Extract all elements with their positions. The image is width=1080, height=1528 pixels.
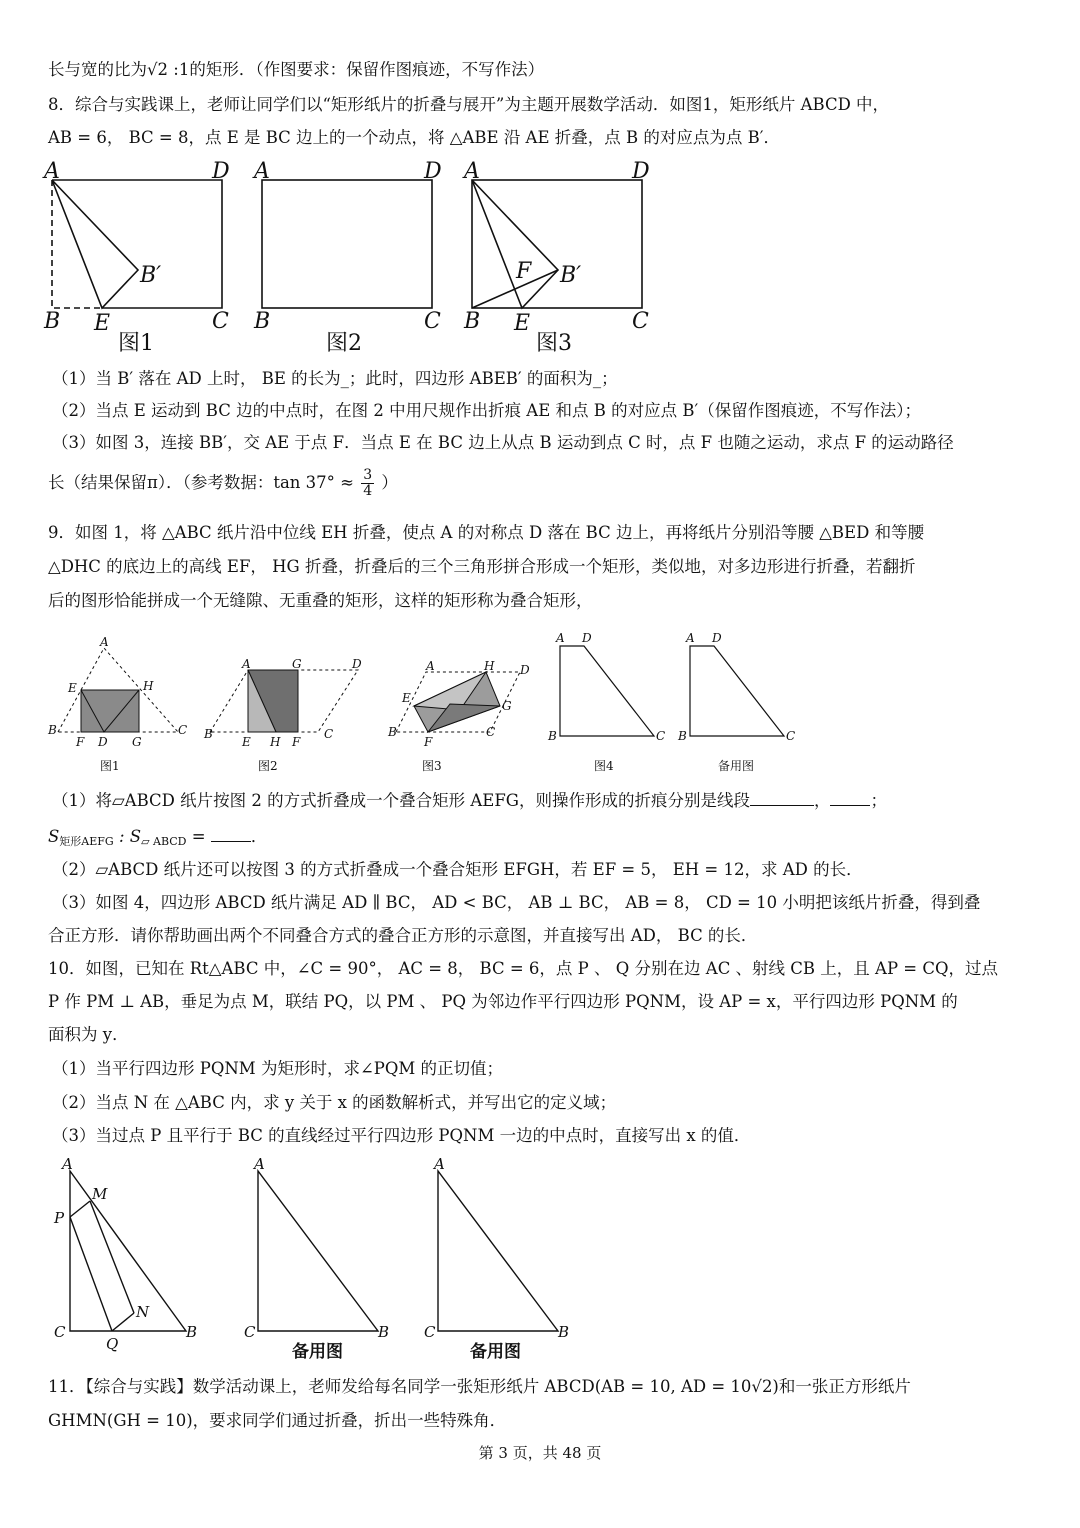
q8-intro: 8．综合与实践课上，老师让同学们以“矩形纸片的折叠与展开”为主题开展数学活动．如图1，矩形纸片 ABCD 中，: [48, 95, 890, 114]
svg-text:A: A: [100, 635, 109, 649]
fig8-2-label-d: D: [424, 159, 442, 184]
q9-ratio-line: [48, 824, 1040, 855]
fig8-3-label-c: C: [632, 309, 649, 334]
svg-text:G: G: [292, 657, 302, 671]
q9-part1-sep: ，: [813, 791, 831, 810]
fig10-label-m: M: [92, 1185, 108, 1203]
fig10-label-n: N: [136, 1303, 150, 1321]
q10-intro: 10．如图，已知在 Rt△ABC 中，∠C = 90°， AC = 8， BC = 6，点 P 、 Q 分别在边 AC 、射线 CB 上，且 AP = CQ，过点: [48, 959, 999, 978]
fig10-label-a: A: [62, 1155, 73, 1173]
svg-text:A: A: [434, 1155, 445, 1173]
ratio-s1: S: [48, 827, 60, 846]
svg-text:D: D: [98, 735, 108, 749]
q8-part3-a: （3）如图 3，连接 BB′，交 AE 于点 F．当点 E 在 BC 边上从点 B 运动到点 C 时，点 F 也随之运动，求点 F 的运动路径: [52, 433, 954, 452]
ratio-s2: : S: [113, 827, 142, 846]
svg-text:B: B: [388, 725, 397, 739]
fig10-label-p: P: [54, 1209, 65, 1227]
svg-text:B: B: [678, 729, 687, 743]
q10-line3: 面积为 y．: [48, 1025, 129, 1044]
ratio-eq: =: [186, 827, 211, 846]
q11-line2: GHMN(GH = 10)，要求同学们通过折叠，折出一些特殊角．: [48, 1411, 507, 1430]
fig8-1-label-bprime: B′: [140, 263, 162, 288]
fraction-numerator: 3: [363, 467, 373, 483]
fig9-caption-1: 图1: [100, 759, 120, 773]
svg-text:A: A: [242, 657, 251, 671]
q10-part2: （2）当点 N 在 △ABC 内，求 y 关于 x 的函数解析式，并写出它的定义域；: [52, 1093, 617, 1112]
ratio-sub2: ▱ ABCD: [141, 835, 187, 848]
svg-text:B: B: [204, 727, 213, 741]
fraction-denominator: 4: [363, 483, 373, 499]
svg-text:E: E: [68, 681, 77, 695]
svg-text:G: G: [132, 735, 142, 749]
fig8-1-label-c: C: [212, 309, 229, 334]
svg-text:E: E: [242, 735, 251, 749]
svg-text:D: D: [352, 657, 362, 671]
fig8-1-label-d: D: [212, 159, 230, 184]
svg-text:F: F: [424, 735, 433, 749]
fig9-caption-2: 图2: [258, 759, 278, 773]
svg-text:B: B: [378, 1323, 390, 1341]
fig8-caption-2: 图2: [326, 331, 362, 356]
svg-text:D: D: [582, 631, 592, 645]
fig10-caption-spare-2: 备用图: [470, 1342, 521, 1362]
q8-part3-b: [48, 468, 1040, 499]
fig8-2-label-c: C: [424, 309, 441, 334]
svg-text:G: G: [502, 699, 512, 713]
fig10-label-q: Q: [106, 1335, 119, 1353]
fig8-caption-3: 图3: [536, 331, 572, 356]
fig8-3-label-a: A: [464, 159, 480, 184]
fig10-label-c: C: [54, 1323, 66, 1341]
ratio-sub1: 矩形AEFG: [59, 835, 114, 848]
q8-part3-b-end: ）: [381, 473, 398, 492]
svg-text:C: C: [486, 725, 496, 739]
fig8-3-label-e: E: [514, 311, 531, 336]
svg-text:B: B: [548, 729, 557, 743]
fig8-3-label-bprime: B′: [560, 263, 582, 288]
q10-line2: P 作 PM ⊥ AB，垂足为点 M，联结 PQ，以 PM 、 PQ 为邻边作平行四边形 PQNM，设 AP = x，平行四边形 PQNM 的: [48, 992, 958, 1011]
q9-line3: 后的图形恰能拼成一个无缝隙、无重叠的矩形，这样的矩形称为叠合矩形，: [48, 591, 593, 610]
svg-text:H: H: [484, 659, 495, 673]
svg-text:H: H: [270, 735, 281, 749]
svg-text:A: A: [254, 1155, 265, 1173]
q10-part1: （1）当平行四边形 PQNM 为矩形时，求∠PQM 的正切值；: [52, 1059, 504, 1078]
fig9-caption-spare: 备用图: [718, 759, 755, 773]
q9-part1: [52, 788, 1040, 814]
answer-blank-1[interactable]: [750, 791, 814, 806]
q8-part2: （2）当点 E 运动到 BC 边的中点时，在图 2 中用尺规作出折痕 AE 和点 B 的对应点 B′（保留作图痕迹，不写作法）；: [52, 401, 921, 420]
q9-part3-a: （3）如图 4，四边形 ABCD 纸片满足 AD ∥ BC， AD < BC， AB ⊥ BC， AB = 8， CD = 10 小明把该纸片折叠，得到叠: [52, 893, 981, 912]
q9-part1-end: ；: [870, 791, 887, 810]
fig8-3-label-b: B: [464, 309, 481, 334]
page-footer: 第 3 页，共 48 页: [478, 1444, 602, 1462]
q9-line2: △DHC 的底边上的高线 EF， HG 折叠，折叠后的三个三角形拼合形成一个矩形，类似地，对多边形进行折叠，若翻折: [48, 557, 916, 576]
svg-text:H: H: [143, 679, 154, 693]
q9-part3-b: 合正方形．请你帮助画出两个不同叠合方式的叠合正方形的示意图，并直接写出 AD， BC 的长．: [48, 926, 758, 945]
fig8-2-label-a: A: [254, 159, 270, 184]
q9-part2: （2）▱ABCD 纸片还可以按图 3 的方式折叠成一个叠合矩形 EFGH，若 EF = 5， EH = 12，求 AD 的长．: [52, 860, 863, 879]
fig8-3-label-f: F: [516, 259, 532, 284]
q9-part1-text: （1）将▱ABCD 纸片按图 2 的方式折叠成一个叠合矩形 AEFG，则操作形成的折痕分别是线段: [52, 791, 750, 810]
answer-blank-2[interactable]: [830, 791, 870, 806]
svg-text:F: F: [292, 735, 301, 749]
q9-intro: 9．如图 1，将 △ABC 纸片沿中位线 EH 折叠，使点 A 的对称点 D 落在 BC 边上，再将纸片分别沿等腰 △BED 和等腰: [48, 523, 925, 542]
svg-text:C: C: [786, 729, 796, 743]
fig8-1-label-b: B: [44, 309, 61, 334]
fig8-3-label-d: D: [632, 159, 650, 184]
q10-figures: [0, 1155, 1080, 1365]
svg-text:C: C: [656, 729, 666, 743]
q8-part1: （1）当 B′ 落在 AD 上时， BE 的长为_；此时，四边形 ABEB′ 的面积为_；: [52, 369, 618, 388]
q9-figures: [0, 628, 1080, 778]
q11-line1: 11．【综合与实践】数学活动课上，老师发给每名同学一张矩形纸片 ABCD(AB = 10, AD = 10√2)和一张正方形纸片: [48, 1377, 911, 1396]
answer-blank-3[interactable]: [211, 827, 251, 842]
fig9-caption-3: 图3: [422, 759, 442, 773]
q8-given: AB = 6， BC = 8，点 E 是 BC 边上的一个动点，将 △ABE 沿 AE 折叠，点 B 的对应点为点 B′．: [48, 128, 780, 147]
svg-text:C: C: [424, 1323, 436, 1341]
svg-text:F: F: [76, 735, 85, 749]
q10-part3: （3）当过点 P 且平行于 BC 的直线经过平行四边形 PQNM 一边的中点时，直接写出 x 的值．: [52, 1126, 751, 1145]
svg-text:A: A: [426, 659, 435, 673]
fig10-label-b: B: [186, 1323, 198, 1341]
q8-part3-b-text: 长（结果保留π）．（参考数据：tan 37° ≈: [48, 473, 354, 492]
ratio-end: ．: [250, 827, 268, 846]
line-ratio: 长与宽的比为√2 :1的矩形．（作图要求：保留作图痕迹，不写作法）: [48, 60, 545, 79]
fig9-caption-4: 图4: [594, 759, 614, 773]
fig8-1-label-a: A: [44, 159, 60, 184]
svg-text:B: B: [558, 1323, 570, 1341]
fig8-1-label-e: E: [94, 311, 111, 336]
svg-text:A: A: [556, 631, 565, 645]
q8-figures: [0, 158, 1080, 358]
svg-text:D: D: [712, 631, 722, 645]
fig8-2-label-b: B: [254, 309, 271, 334]
svg-text:C: C: [244, 1323, 256, 1341]
svg-text:C: C: [178, 723, 188, 737]
fig8-caption-1: 图1: [118, 331, 154, 356]
svg-text:C: C: [324, 727, 334, 741]
svg-text:B: B: [48, 723, 57, 737]
svg-text:A: A: [686, 631, 695, 645]
fraction-three-quarters: [361, 468, 374, 499]
svg-text:D: D: [520, 663, 530, 677]
fig10-caption-spare-1: 备用图: [292, 1342, 343, 1362]
svg-text:E: E: [402, 691, 411, 705]
